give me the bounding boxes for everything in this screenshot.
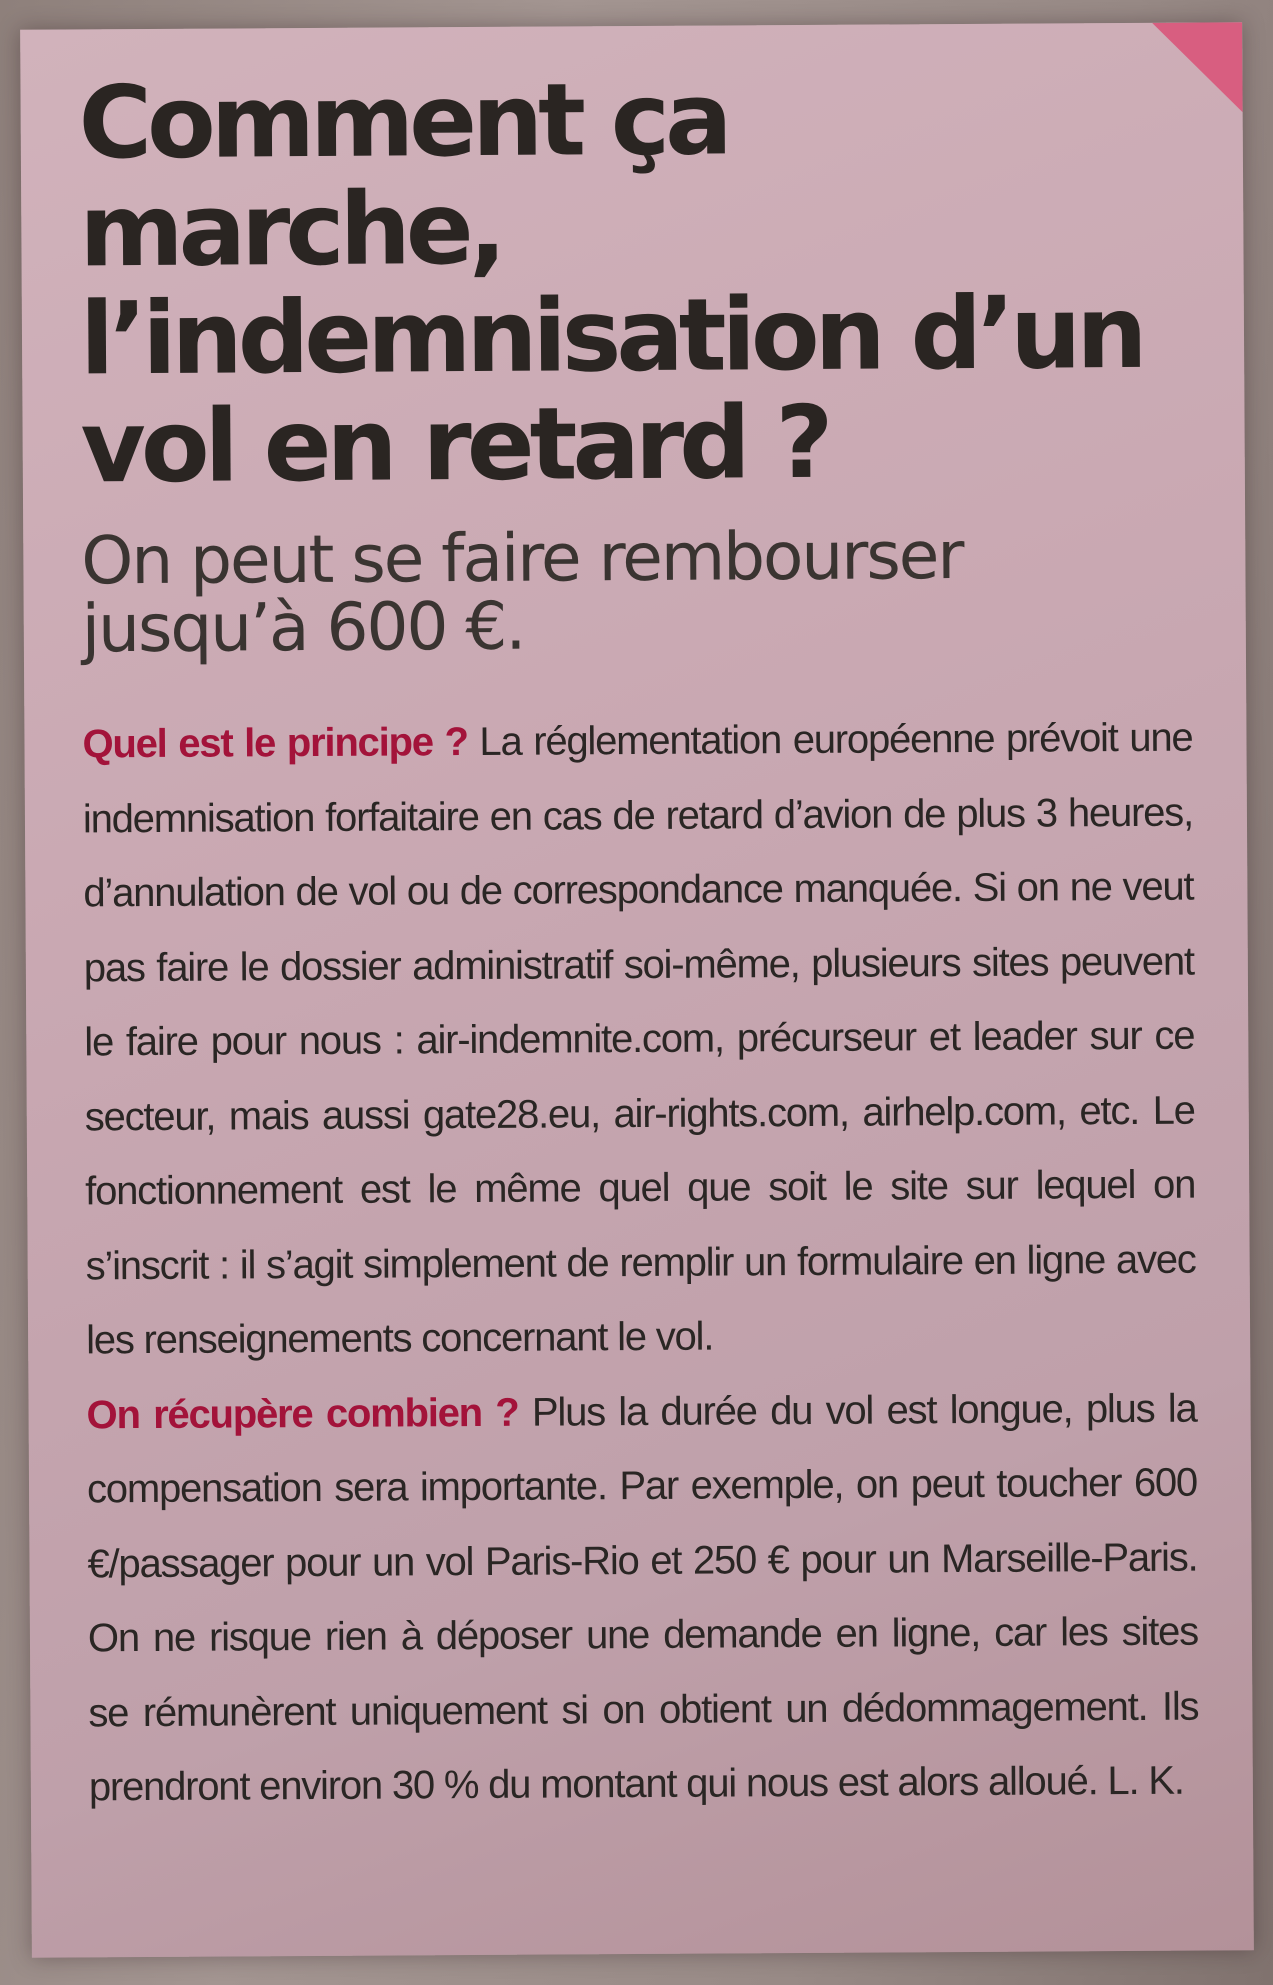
section-text: Plus la durée du vol est longue, plus la compensation sera importante. Par exemple, on peut toucher 600 €/passager pour un vol Paris-Rio et 250 € pour un Marseille-Paris. On ne risque rien à déposer une demande en ligne, car les sites se rémunèrent uniquement si on obtient un dédommagement. Ils prendront environ 30 % du montant qui nous est alors alloué. L. K.: [86, 1386, 1199, 1810]
section-lead: On récupère combien ?: [86, 1390, 519, 1437]
article-subheadline: On peut se faire rembourser jusqu’à 600 €.: [81, 517, 963, 668]
article-headline: Comment ça marche, l’indemnisation d’un vol en retard ?: [78, 60, 1143, 506]
article-card: [20, 22, 1254, 1957]
article-content: [78, 60, 1199, 1825]
section-text: La réglementation européenne prévoit une indemnisation forfaitaire en cas de retard d’avion de plus 3 heures, d’annulation de vol ou de correspondance manquée. Si on ne veut pas faire le dossier administratif soi-même, plusieurs sites peuvent le faire pour nous : air-indemnite.com, précurseur et leader sur ce secteur, mais aussi gate28.eu, air-rights.com, airhelp.com, etc. Le fonctionnement est le même quel que soit le site sur lequel on s’inscrit : il s’agit simplement de remplir un formulaire en ligne avec les renseignements concernant le vol.: [82, 715, 1196, 1363]
article-body: [82, 701, 1199, 1825]
section-lead: Quel est le principe ?: [82, 720, 468, 767]
section-combien: [86, 1386, 1198, 1809]
section-principe: [82, 716, 1195, 1363]
